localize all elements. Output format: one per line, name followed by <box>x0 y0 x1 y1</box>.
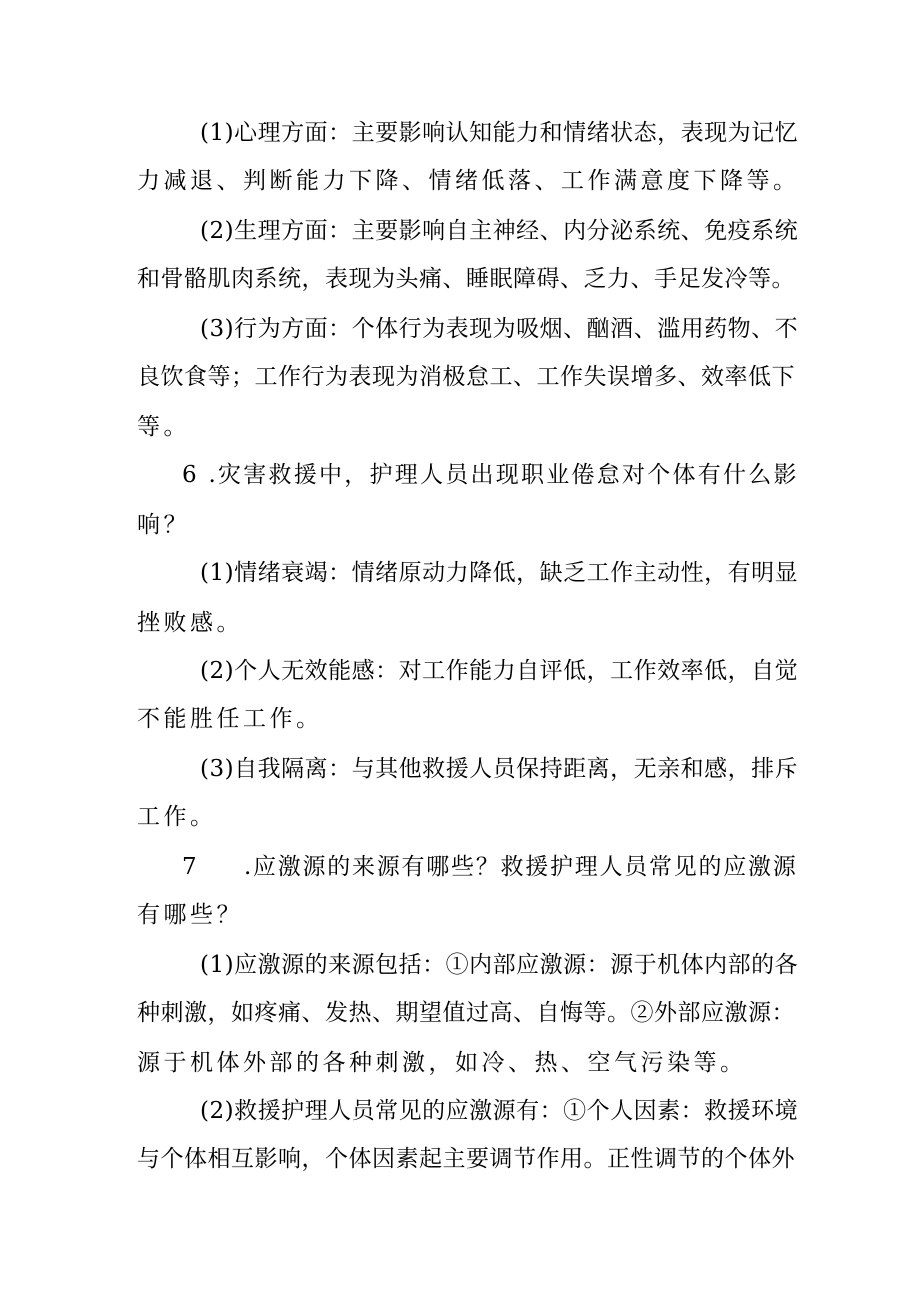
text-line: (3)自我隔离：与其他救援人员保持距离，无亲和感，排斥 <box>200 756 799 782</box>
text-line: (2)个人无效能感：对工作能力自评低，工作效率低，自觉 <box>200 658 799 684</box>
question-heading: 响？ <box>137 512 190 538</box>
question-heading: 有哪些？ <box>137 902 243 928</box>
text-line: 良饮食等；工作行为表现为消极怠工、工作失误增多、效率低下 <box>137 364 795 390</box>
text-line: (1)应激源的来源包括：①内部应激源：源于机体内部的各 <box>200 952 799 978</box>
text-line: (1)心理方面：主要影响认知能力和情绪状态，表现为记忆 <box>200 120 799 146</box>
text-line: (2)生理方面：主要影响自主神经、内分泌系统、免疫系统 <box>200 218 799 244</box>
text-line: (3)行为方面：个体行为表现为吸烟、酗酒、滥用药物、不 <box>200 316 799 342</box>
question-number: 7 <box>182 854 201 880</box>
text-line: 种刺激，如疼痛、发热、期望值过高、自悔等。②外部应激源： <box>137 1000 795 1026</box>
question-heading: .应激源的来源有哪些？救援护理人员常见的应激源 <box>244 854 798 880</box>
text-line: (1)情绪衰竭：情绪原动力降低，缺乏工作主动性，有明显 <box>200 560 799 586</box>
text-line: 不能胜任工作。 <box>137 706 323 732</box>
text-line: (2)救援护理人员常见的应激源有：①个人因素：救援环境 <box>200 1098 799 1124</box>
text-line: 和骨骼肌肉系统，表现为头痛、睡眠障碍、乏力、手足发冷等。 <box>137 266 795 292</box>
text-line: 力减退、判断能力下降、情绪低落、工作满意度下降等。 <box>137 168 800 194</box>
text-line: 工作。 <box>137 804 217 830</box>
text-line: 源于机体外部的各种刺激，如冷、热、空气污染等。 <box>137 1050 747 1076</box>
text-line: 与个体相互影响，个体因素起主要调节作用。正性调节的个体外 <box>137 1146 795 1172</box>
text-line: 挫败感。 <box>137 610 243 636</box>
text-line: 等。 <box>137 414 190 440</box>
question-heading: 6 .灾害救援中，护理人员出现职业倦怠对个体有什么影 <box>182 462 799 488</box>
